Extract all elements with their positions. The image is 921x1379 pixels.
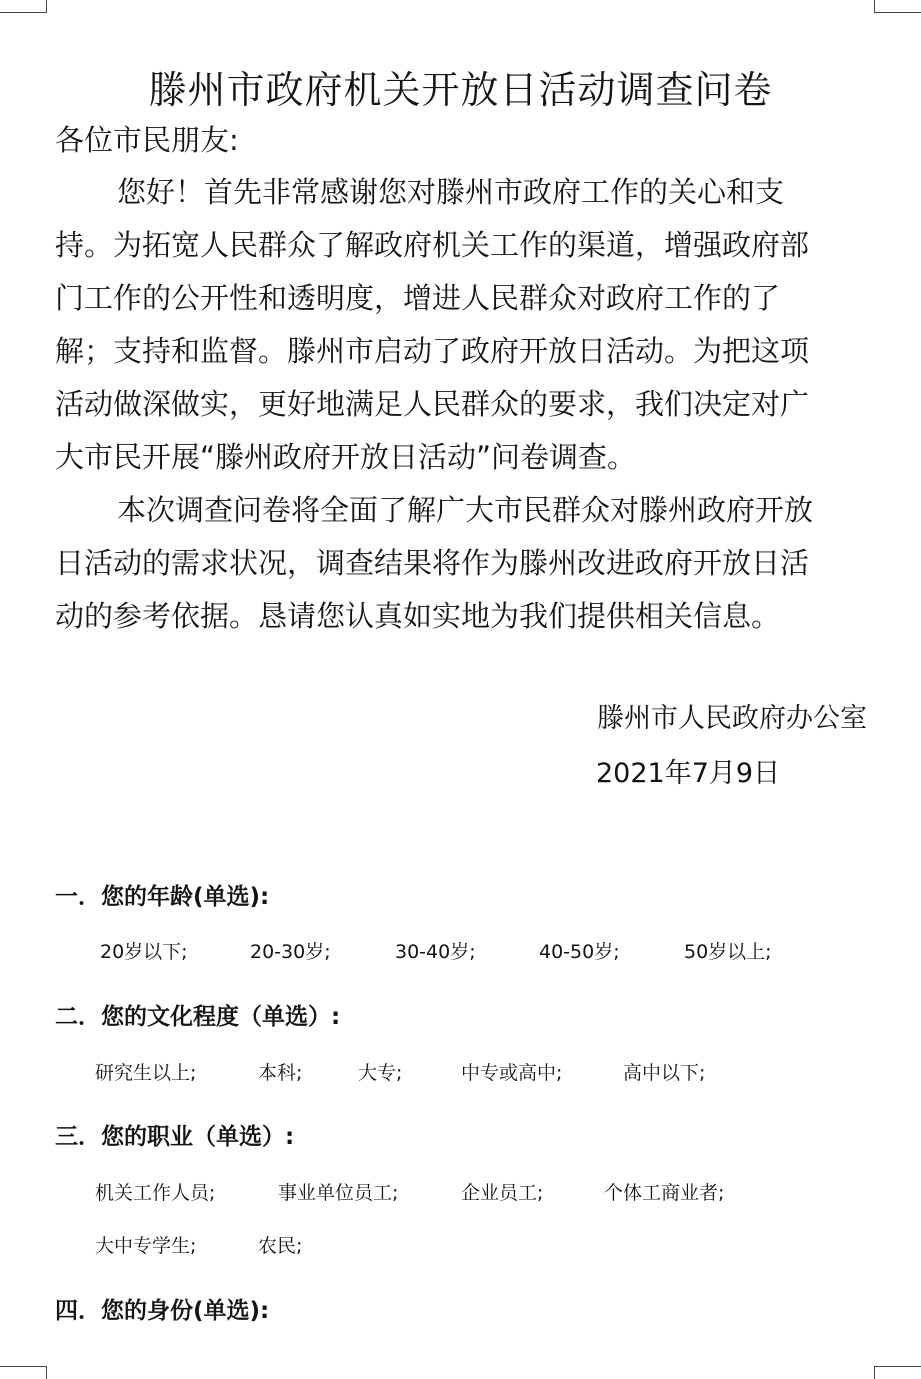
option-age-over-50[interactable]: 50岁以上;: [684, 941, 772, 963]
option-age-under-20[interactable]: 20岁以下;: [100, 941, 188, 963]
option-edu-postgraduate[interactable]: 研究生以上;: [95, 1062, 197, 1084]
option-job-student[interactable]: 大中专学生;: [95, 1235, 197, 1257]
option-job-enterprise[interactable]: 企业员工;: [461, 1182, 544, 1204]
crop-mark-bottom-left: [0, 1366, 47, 1379]
option-job-public-institution[interactable]: 事业单位员工;: [278, 1182, 399, 1204]
option-age-30-40[interactable]: 30-40岁;: [395, 941, 476, 963]
signature-date: 2021年7月9日: [596, 758, 781, 789]
intro-paragraph-1: [55, 166, 809, 484]
paragraph-line: 持。为拓宽人民群众了解政府机关工作的渠道，增强政府部: [55, 228, 810, 262]
crop-mark-bottom-right: [874, 1366, 921, 1379]
paragraph-line: 解；支持和监督。滕州市启动了政府开放日活动。为把这项: [55, 334, 810, 368]
option-edu-bachelor[interactable]: 本科;: [258, 1062, 303, 1084]
option-age-20-30[interactable]: 20-30岁;: [250, 941, 331, 963]
question-occupation-title: 三．您的职业（单选）:: [55, 1124, 295, 1150]
paragraph-line: 活动做深做实，更好地满足人民群众的要求，我们决定对广: [55, 387, 810, 421]
option-edu-below-highschool[interactable]: 高中以下;: [623, 1062, 706, 1084]
crop-mark-top-left: [0, 0, 47, 13]
paragraph-line: 动的参考依据。恳请您认真如实地为我们提供相关信息。: [55, 599, 781, 633]
intro-paragraph-2: [55, 484, 813, 643]
paragraph-line: 门工作的公开性和透明度，增进人民群众对政府工作的了: [55, 281, 781, 315]
question-education-title: 二．您的文化程度（单选）:: [55, 1004, 341, 1030]
question-age-title: 一．您的年龄(单选):: [55, 884, 270, 910]
paragraph-line: 大市民开展“滕州政府开放日活动”问卷调查。: [55, 440, 637, 474]
question-identity-title: 四．您的身份(单选):: [55, 1298, 270, 1324]
crop-mark-top-right: [874, 0, 921, 13]
option-job-self-employed[interactable]: 个体工商业者;: [604, 1182, 725, 1204]
option-job-farmer[interactable]: 农民;: [258, 1235, 303, 1257]
document-title: 滕州市政府机关开放日活动调查问卷: [148, 68, 773, 112]
option-job-government[interactable]: 机关工作人员;: [95, 1182, 216, 1204]
signature-organization: 滕州市人民政府办公室: [597, 703, 867, 734]
paragraph-line: 您好！首先非常感谢您对滕州市政府工作的关心和支: [117, 175, 785, 209]
salutation: 各位市民朋友:: [55, 123, 239, 157]
paragraph-line: 日活动的需求状况，调查结果将作为滕州改进政府开放日活: [55, 546, 810, 580]
option-age-40-50[interactable]: 40-50岁;: [539, 941, 620, 963]
option-edu-college[interactable]: 大专;: [358, 1062, 403, 1084]
paragraph-line: 本次调查问卷将全面了解广大市民群众对滕州政府开放: [117, 493, 814, 527]
option-edu-secondary[interactable]: 中专或高中;: [461, 1062, 563, 1084]
